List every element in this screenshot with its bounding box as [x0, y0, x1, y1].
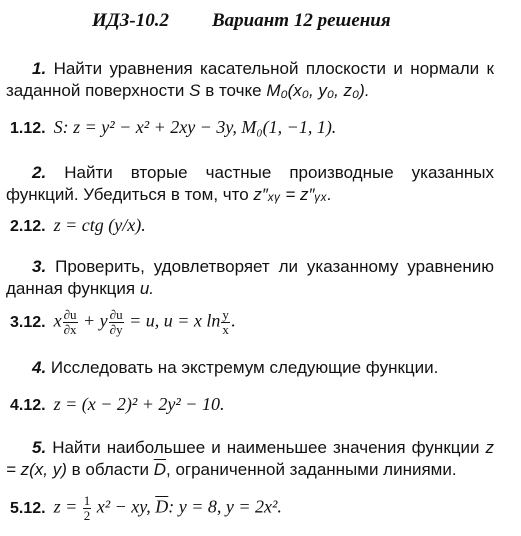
exercise-1-12: [10, 117, 336, 138]
exercise-formula-part: x: [53, 310, 62, 331]
fraction-numerator: ∂u: [63, 307, 77, 322]
exercise-2-12: [10, 215, 146, 236]
task-text: Найти уравнения касательной плоскости и нормали к заданной поверхности: [6, 59, 494, 100]
exercise-formula-part: = u, u = x ln: [129, 310, 221, 331]
exercise-label: 2.12.: [10, 218, 46, 235]
exercise-formula: S: z = y² − x² + 2xy − 3y, M₀(1, −1, 1).: [53, 117, 337, 137]
task-text: , ограниченной заданными линиями.: [166, 460, 457, 479]
fraction-numerator: ∂u: [109, 307, 123, 322]
task-text: Проверить, удовлетворяет ли указанному уравнению данная функция: [6, 257, 494, 298]
variant-heading: Вариант 12 решения: [212, 10, 391, 31]
task-text: Найти наибольшее и наименьшее значения функции: [52, 438, 486, 457]
task-var: S: [189, 81, 201, 100]
task-number: 3.: [32, 257, 47, 276]
document-title: ИДЗ-10.2: [92, 10, 170, 31]
task-number: 5.: [32, 438, 47, 457]
fraction-denominator: x: [222, 322, 229, 337]
task-1: [6, 58, 494, 102]
exercise-formula-part: x² − xy,: [96, 496, 151, 517]
exercise-label: 3.12.: [10, 313, 46, 331]
task-4: [6, 357, 494, 379]
fraction-y-x: [221, 308, 230, 337]
task-point: M₀(x₀, y₀, z₀).: [266, 81, 370, 100]
fraction-denominator: 2: [83, 508, 91, 523]
exercise-formula-part: : y = 8, y = 2x².: [168, 496, 282, 517]
fraction-numerator: y: [222, 307, 229, 322]
task-3: [6, 256, 494, 300]
task-5: [6, 437, 494, 481]
task-text: в области: [66, 460, 154, 479]
exercise-formula: z = ctg (y/x).: [53, 215, 146, 235]
task-domain: $\overline{D}$: [153, 460, 166, 479]
exercise-3-12: [10, 308, 235, 337]
fraction-numerator: 1: [83, 493, 91, 508]
task-equation: z″ₓᵧ = z″ᵧₓ.: [253, 185, 332, 204]
fraction-one-half: [83, 494, 92, 523]
fraction-du-dx: [63, 308, 78, 337]
task-number: 4.: [32, 358, 47, 377]
exercise-formula-end: .: [230, 310, 236, 331]
exercise-formula: z = (x − 2)² + 2y² − 10.: [53, 394, 225, 414]
fraction-denominator: ∂x: [63, 322, 77, 337]
fraction-denominator: ∂y: [109, 322, 123, 337]
exercise-4-12: [10, 394, 224, 415]
exercise-formula-part: z =: [53, 496, 78, 517]
exercise-label: 1.12.: [10, 120, 46, 137]
task-function: z = z(x, y): [6, 438, 494, 479]
task-2: [6, 162, 494, 206]
exercise-domain: $\overline{D}$: [155, 496, 169, 517]
task-text: Найти вторые частные производные указанных функций. Убедиться в том, что: [6, 163, 494, 204]
task-var: u.: [139, 279, 155, 298]
task-text: в точке: [200, 81, 267, 100]
fraction-du-dy: [109, 308, 124, 337]
exercise-formula-part: + y: [83, 310, 108, 331]
exercise-5-12: [10, 494, 282, 523]
task-number: 1.: [32, 59, 47, 78]
exercise-label: 4.12.: [10, 397, 46, 414]
task-number: 2.: [32, 163, 47, 182]
exercise-label: 5.12.: [10, 499, 46, 517]
task-text: Исследовать на экстремум следующие функции.: [50, 358, 439, 377]
